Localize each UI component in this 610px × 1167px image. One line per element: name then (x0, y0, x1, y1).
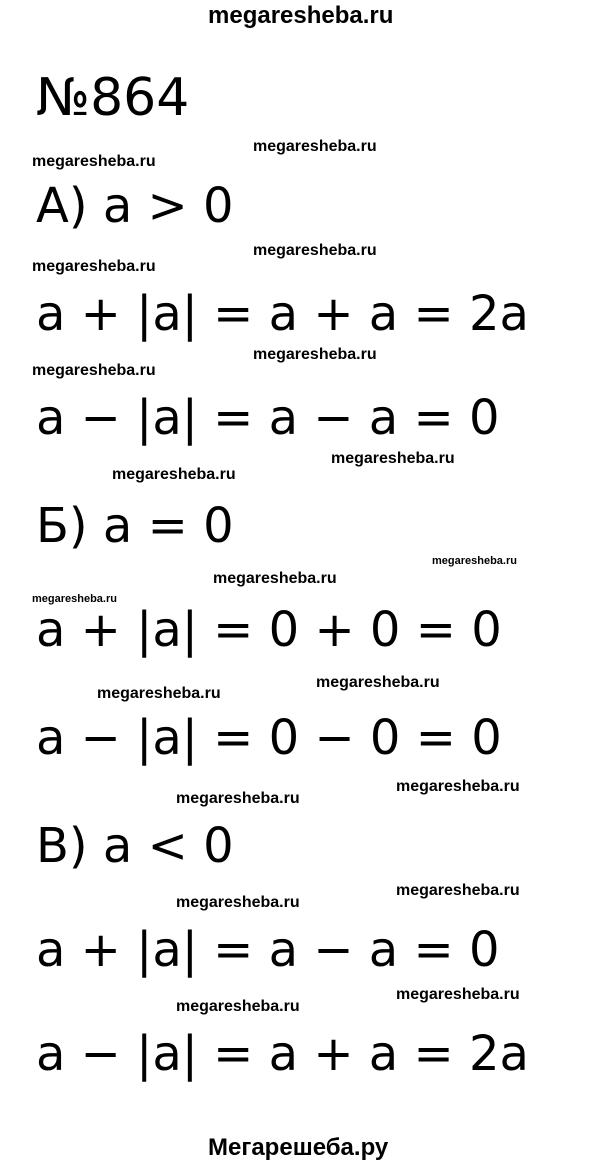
case-c-line-1: a + |a| = a − a = 0 (36, 922, 500, 978)
case-c-condition: В) a < 0 (36, 818, 234, 874)
watermark: megaresheba.ru (97, 685, 221, 702)
watermark: megaresheba.ru (316, 674, 440, 691)
header-site-name: megaresheba.ru (208, 2, 394, 29)
case-b-line-1: a + |a| = 0 + 0 = 0 (36, 602, 502, 658)
watermark: megaresheba.ru (213, 570, 337, 587)
watermark: megaresheba.ru (112, 466, 236, 483)
case-a-condition: А) a > 0 (36, 178, 234, 234)
watermark: megaresheba.ru (176, 790, 300, 807)
watermark: megaresheba.ru (253, 138, 377, 155)
watermark: megaresheba.ru (396, 882, 520, 899)
watermark: megaresheba.ru (32, 153, 156, 170)
watermark: megaresheba.ru (176, 998, 300, 1015)
watermark: megaresheba.ru (396, 778, 520, 795)
footer-site-name: Мегарешеба.ру (208, 1134, 389, 1161)
problem-number: №864 (36, 68, 190, 128)
watermark: megaresheba.ru (432, 555, 517, 567)
case-b-condition: Б) a = 0 (36, 498, 234, 554)
watermark: megaresheba.ru (32, 258, 156, 275)
watermark: megaresheba.ru (32, 593, 117, 605)
case-a-line-2: a − |a| = a − a = 0 (36, 390, 500, 446)
watermark: megaresheba.ru (32, 362, 156, 379)
watermark: megaresheba.ru (253, 346, 377, 363)
case-c-line-2: a − |a| = a + a = 2a (36, 1026, 529, 1082)
watermark: megaresheba.ru (396, 986, 520, 1003)
watermark: megaresheba.ru (253, 242, 377, 259)
watermark: megaresheba.ru (176, 894, 300, 911)
watermark: megaresheba.ru (331, 450, 455, 467)
case-a-line-1: a + |a| = a + a = 2a (36, 286, 529, 342)
case-b-line-2: a − |a| = 0 − 0 = 0 (36, 710, 502, 766)
